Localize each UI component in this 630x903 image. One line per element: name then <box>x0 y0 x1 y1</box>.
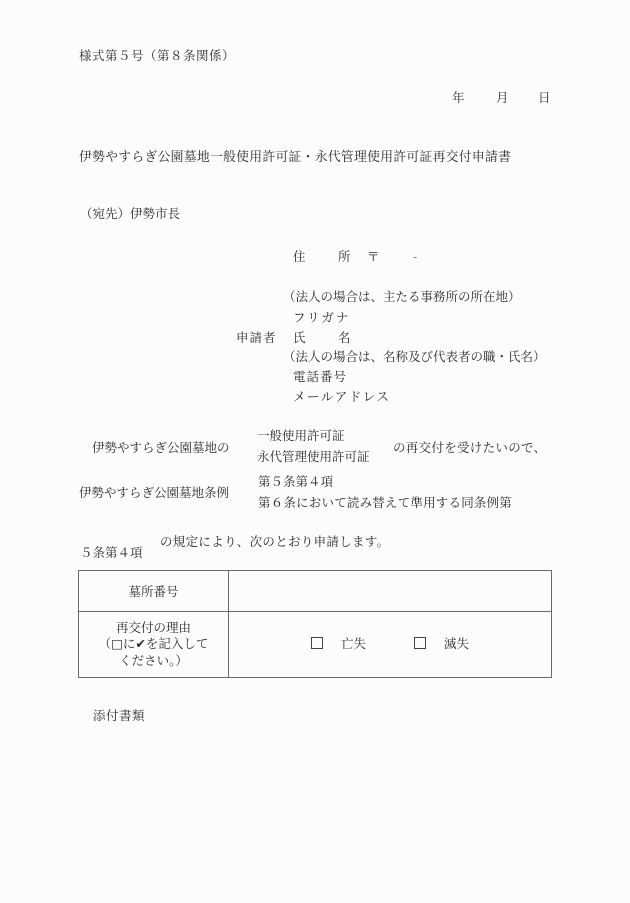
statement-p1-tail: の再交付を受けたいので、 <box>393 440 547 455</box>
name-label-part2: 名 <box>338 330 351 345</box>
corporate-name-note: （法人の場合は、名称及び代表者の職・氏名） <box>283 349 546 364</box>
document-title: 伊勢やすらぎ公園墓地一般使用許可証・永代管理使用許可証再交付申請書 <box>79 150 512 165</box>
reason-label <box>79 612 229 678</box>
address-label-part2: 所 <box>338 249 351 264</box>
postal-mark-icon: 〒 <box>367 249 380 264</box>
attachments-label: 添付書類 <box>93 708 146 723</box>
postal-code-field[interactable]: - <box>413 249 418 264</box>
addressee: （宛先）伊勢市長 <box>80 206 181 221</box>
reason-option-destroyed[interactable] <box>414 636 469 652</box>
reason-label-line3: ください。） <box>119 652 188 668</box>
reason-option-lost-label: 亡失 <box>340 636 366 652</box>
reason-option-lost[interactable] <box>311 636 366 652</box>
application-table <box>78 570 552 678</box>
applicant-label: 申請者 <box>236 330 277 345</box>
grave-number-field[interactable] <box>229 571 552 612</box>
checkmark-icon: ✔ <box>135 636 146 652</box>
email-label: メールアドレス <box>293 389 391 404</box>
checkbox-lost[interactable] <box>311 637 323 649</box>
reason-label-line2-pre: （□に <box>98 636 136 652</box>
reason-option-destroyed-label: 滅失 <box>443 636 469 652</box>
table-row-grave-number <box>79 571 552 612</box>
ordinance-option-article6: 第６条において読み替えて準用する同条例第 <box>258 495 513 510</box>
statement-p3-tail: の規定により、次のとおり申請します。 <box>160 534 390 549</box>
reason-label-line2 <box>79 636 228 652</box>
form-number: 様式第５号（第８条関係） <box>79 48 236 63</box>
corporate-address-note: （法人の場合は、主たる事務所の所在地） <box>283 289 521 304</box>
day-label: 日 <box>538 90 551 105</box>
grave-number-label: 墓所番号 <box>79 571 229 612</box>
furigana-label: フリガナ <box>293 310 351 325</box>
statement-p1-lead: 伊勢やすらぎ公園墓地の <box>92 440 230 455</box>
statement-p3-lead: ５条第４項 <box>80 545 143 560</box>
statement-p2-lead: 伊勢やすらぎ公園墓地条例 <box>79 485 230 500</box>
phone-label: 電話番号 <box>293 369 348 384</box>
checkbox-destroyed[interactable] <box>414 637 426 649</box>
ordinance-option-article5: 第５条第４項 <box>258 474 334 489</box>
table-row-reason <box>79 612 552 678</box>
reason-label-line2-post: を記入して <box>145 636 209 652</box>
month-label: 月 <box>496 90 509 105</box>
name-label-part1: 氏 <box>293 330 306 345</box>
reason-options <box>229 612 552 678</box>
reason-label-line1: 再交付の理由 <box>115 620 191 636</box>
year-label: 年 <box>452 90 465 105</box>
permit-option-perpetual: 永代管理使用許可証 <box>257 449 370 464</box>
permit-option-general: 一般使用許可証 <box>257 428 345 443</box>
address-label-part1: 住 <box>293 249 306 264</box>
